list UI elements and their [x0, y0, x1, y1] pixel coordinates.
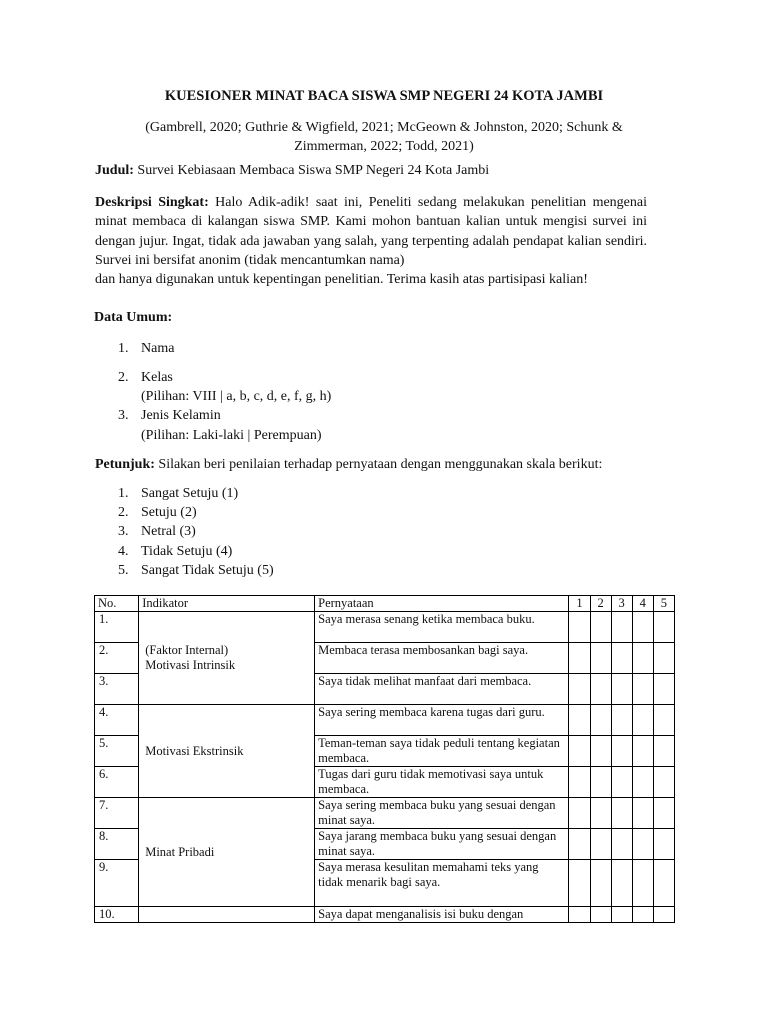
header-scale-5: 5 — [653, 596, 674, 612]
rating-cell[interactable] — [569, 643, 590, 674]
rating-cell[interactable] — [611, 829, 632, 860]
document-page: KUESIONER MINAT BACA SISWA SMP NEGERI 24 KOTA JAMBI (Gambrell, 2020; Guthrie & Wigfield, 2021; McGeown & Johnston, 2020; Schunk & Zimmerman, 2022; Todd, 2021) Judul: Survei Kebiasaan Membaca Siswa SMP Negeri 24 Kota Jambi Deskripsi Singkat: Halo Adik-adik! saat ini, Peneliti sedang melakukan penelitian mengenai minat membaca di kalangan siswa SMP. Kami mohon bantuan kalian untuk mengisi survei ini dengan jujur. Ingat, tidak ada jawaban yang salah, yang terpenting adalah pendapat kalian sendiri. Survei ini bersifat anonim (tidak mencantumkan nama) dan hanya digunakan untuk kepentingan penelitian. Terima kasih atas partisipasi kalian! Data Umum: 1. Nama 2. Kelas (Pilihan: VIII | a, b, c, d, e, f, g, h) 3. Jenis Kelamin (Pilihan: Laki-laki | Perempuan) Petunjuk: Silakan beri penilaian terhadap pernyataan dengan menggunakan skala berikut: 1. Sangat Setuju (1) 2. Setuju (2) 3. Netral (3) 4. Tidak Setuju (4) 5. Sangat Tidak Setuju (5) No. Indikator Pernyataan 1 2 3 4 5 1. (Faktor Internal) Motivasi Intrinsik Saya merasa senang ketika membaca buku. 2. Membaca terasa membosankan bagi saya. 3. Saya tidak melihat manfaat dari membaca. 4. Motivasi Ekstrinsik Saya sering membaca karena tugas dari guru. 5. Teman-teman saya tidak peduli tentang kegiatan membaca. 6. Tugas dari guru tidak memotivasi saya untuk membaca. 7. Minat Pribadi Saya sering membaca buku yang sesuai dengan minat saya. 8. Saya jarang membaca buku yang sesuai dengan minat saya. 9. Saya merasa kesulitan memahami teks yang tidak menarik bagi saya. 10. Saya dapat menganalisis isi buku dengan — [0, 0, 768, 1024]
rating-cell[interactable] — [611, 612, 632, 643]
rating-cell[interactable] — [653, 798, 674, 829]
rating-cell[interactable] — [632, 798, 653, 829]
table-row: 10. Saya dapat menganalisis isi buku dengan — [95, 907, 675, 923]
rating-cell[interactable] — [569, 907, 590, 923]
table-row: 4. Motivasi Ekstrinsik Saya sering membaca karena tugas dari guru. — [95, 705, 675, 736]
rating-cell[interactable] — [590, 674, 611, 705]
statement: Saya sering membaca buku yang sesuai dengan minat saya. — [315, 798, 569, 829]
rating-cell[interactable] — [632, 705, 653, 736]
rating-cell[interactable] — [590, 829, 611, 860]
table-row: 2. Membaca terasa membosankan bagi saya. — [95, 643, 675, 674]
rating-cell[interactable] — [632, 767, 653, 798]
rating-cell[interactable] — [590, 767, 611, 798]
description-last-line: dan hanya digunakan untuk kepentingan penelitian. Terima kasih atas partisipasi kalian! — [95, 272, 588, 288]
instructions — [95, 457, 602, 473]
rating-cell[interactable] — [611, 643, 632, 674]
judul-label: Judul: — [95, 163, 134, 178]
citation-line-1: (Gambrell, 2020; Guthrie & Wigfield, 2021; McGeown & Johnston, 2020; Schunk & — [145, 120, 623, 135]
rating-cell[interactable] — [569, 736, 590, 767]
statement: Teman-teman saya tidak peduli tentang kegiatan membaca. — [315, 736, 569, 767]
rating-cell[interactable] — [653, 674, 674, 705]
statement: Tugas dari guru tidak memotivasi saya untuk membaca. — [315, 767, 569, 798]
rating-cell[interactable] — [590, 907, 611, 923]
rating-cell[interactable] — [611, 767, 632, 798]
indicator-motivasi-intrinsik: (Faktor Internal) Motivasi Intrinsik — [139, 612, 315, 705]
rating-cell[interactable] — [590, 705, 611, 736]
table-row: 7. Minat Pribadi Saya sering membaca buku yang sesuai dengan minat saya. — [95, 798, 675, 829]
citation — [110, 118, 658, 156]
description-text: Halo Adik-adik! saat ini, Peneliti sedang melakukan penelitian mengenai minat membaca di kalangan siswa SMP. Kami mohon bantuan kalian untuk mengisi survei ini dengan jujur. Ingat, tidak ada jawaban yang salah, yang terpenting adalah pendapat kalian sendiri. Survei ini bersifat anonim (tidak mencantumkan nama) — [95, 195, 647, 268]
header-scale-4: 4 — [632, 596, 653, 612]
rating-cell[interactable] — [632, 736, 653, 767]
statement: Membaca terasa membosankan bagi saya. — [315, 643, 569, 674]
data-umum-heading: Data Umum: — [94, 310, 173, 325]
rating-cell[interactable] — [632, 860, 653, 907]
statement: Saya sering membaca karena tugas dari guru. — [315, 705, 569, 736]
rating-cell[interactable] — [611, 907, 632, 923]
statement: Saya merasa senang ketika membaca buku. — [315, 612, 569, 643]
indicator-motivasi-ekstrinsik: Motivasi Ekstrinsik — [139, 705, 315, 798]
header-indikator: Indikator — [139, 596, 315, 612]
rating-cell[interactable] — [611, 674, 632, 705]
statement: Saya tidak melihat manfaat dari membaca. — [315, 674, 569, 705]
table-row: 5. Teman-teman saya tidak peduli tentang kegiatan membaca. — [95, 736, 675, 767]
description — [95, 193, 647, 289]
header-scale-2: 2 — [590, 596, 611, 612]
table-row: 3. Saya tidak melihat manfaat dari membaca. — [95, 674, 675, 705]
rating-cell[interactable] — [632, 829, 653, 860]
rating-cell[interactable] — [653, 767, 674, 798]
rating-cell[interactable] — [653, 643, 674, 674]
header-no: No. — [95, 596, 139, 612]
statement: Saya jarang membaca buku yang sesuai dengan minat saya. — [315, 829, 569, 860]
rating-cell[interactable] — [590, 643, 611, 674]
description-label: Deskripsi Singkat: — [95, 195, 209, 210]
rating-cell[interactable] — [569, 860, 590, 907]
rating-cell[interactable] — [632, 907, 653, 923]
citation-line-2: Zimmerman, 2022; Todd, 2021) — [294, 139, 474, 154]
rating-cell[interactable] — [611, 860, 632, 907]
rating-cell[interactable] — [590, 798, 611, 829]
rating-cell[interactable] — [632, 643, 653, 674]
rating-cell[interactable] — [611, 736, 632, 767]
rating-cell[interactable] — [653, 612, 674, 643]
questionnaire-table — [94, 595, 675, 923]
header-scale-3: 3 — [611, 596, 632, 612]
statement: Saya merasa kesulitan memahami teks yang tidak menarik bagi saya. — [315, 860, 569, 907]
rating-cell[interactable] — [569, 674, 590, 705]
statement: Saya dapat menganalisis isi buku dengan — [315, 907, 569, 923]
page-title: KUESIONER MINAT BACA SISWA SMP NEGERI 24 KOTA JAMBI — [164, 88, 604, 104]
rating-cell[interactable] — [653, 736, 674, 767]
table-row: 1. (Faktor Internal) Motivasi Intrinsik Saya merasa senang ketika membaca buku. — [95, 612, 675, 643]
table-row: 8. Saya jarang membaca buku yang sesuai dengan minat saya. — [95, 829, 675, 860]
rating-cell[interactable] — [611, 705, 632, 736]
rating-cell[interactable] — [590, 860, 611, 907]
rating-cell[interactable] — [569, 705, 590, 736]
header-pernyataan: Pernyataan — [315, 596, 569, 612]
table-row: 9. Saya merasa kesulitan memahami teks yang tidak menarik bagi saya. — [95, 860, 675, 907]
rating-cell[interactable] — [653, 907, 674, 923]
rating-cell[interactable] — [590, 612, 611, 643]
petunjuk-text: Silakan beri penilaian terhadap pernyataan dengan menggunakan skala berikut: — [154, 457, 603, 472]
survey-title-line — [95, 163, 675, 179]
table-row: 6. Tugas dari guru tidak memotivasi saya untuk membaca. — [95, 767, 675, 798]
rating-cell[interactable] — [653, 705, 674, 736]
rating-cell[interactable] — [569, 829, 590, 860]
header-scale-1: 1 — [569, 596, 590, 612]
rating-cell[interactable] — [611, 798, 632, 829]
rating-cell[interactable] — [653, 860, 674, 907]
indicator-minat-pribadi: Minat Pribadi — [139, 798, 315, 907]
judul-text: Survei Kebiasaan Membaca Siswa SMP Negeri 24 Kota Jambi — [133, 163, 490, 178]
rating-cell[interactable] — [590, 736, 611, 767]
rating-cell[interactable] — [569, 612, 590, 643]
petunjuk-label: Petunjuk: — [95, 457, 155, 472]
rating-cell[interactable] — [632, 612, 653, 643]
rating-cell[interactable] — [569, 798, 590, 829]
rating-cell[interactable] — [632, 674, 653, 705]
rating-cell[interactable] — [653, 829, 674, 860]
rating-cell[interactable] — [569, 767, 590, 798]
table-header-row — [95, 596, 675, 612]
